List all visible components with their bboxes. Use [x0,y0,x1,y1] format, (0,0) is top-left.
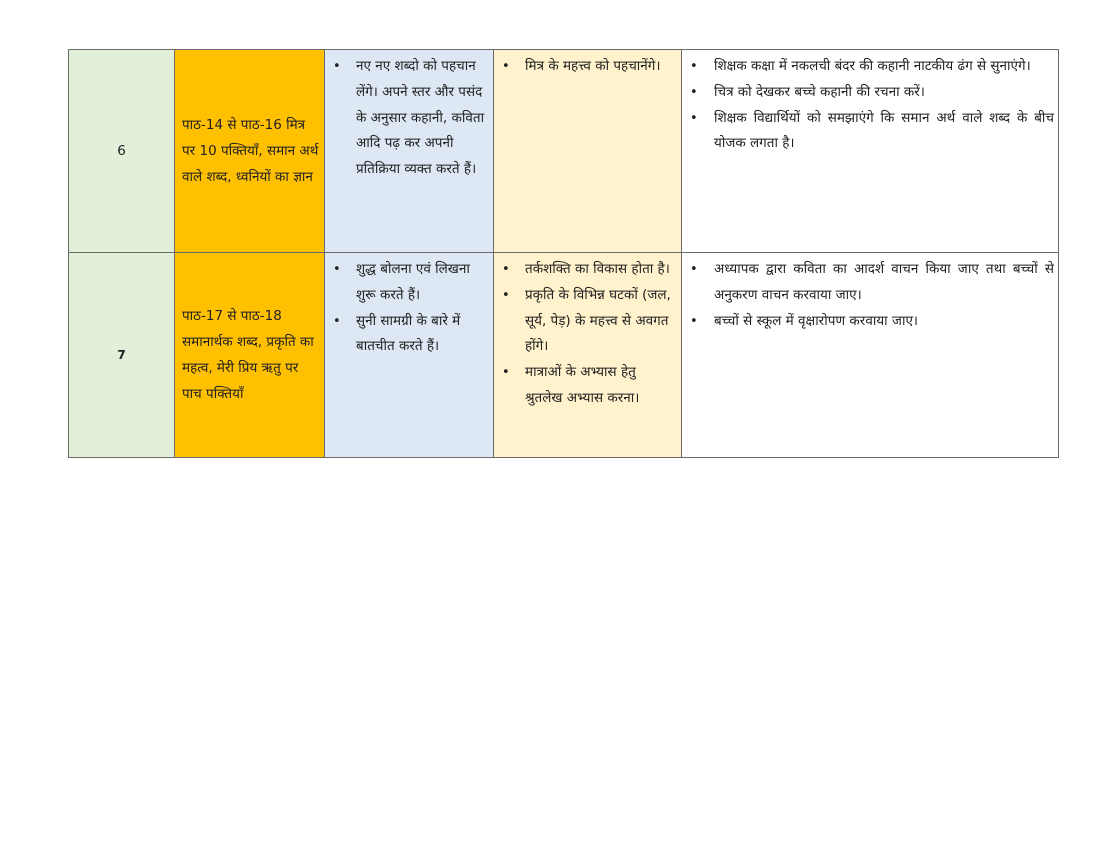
lesson-topic-cell: पाठ-17 से पाठ-18 समानार्थक शब्द, प्रकृति का महत्व, मेरी प्रिय ऋतु पर पाच पक्तियाँ [175,253,325,458]
table-row [69,50,1059,253]
week-number-cell: 6 [69,50,175,253]
outcomes-cell [494,253,682,458]
lesson-plan-table [68,49,1059,458]
list-item: • मात्राओं के अभ्यास हेतु श्रुतलेख अभ्यास करना। [498,360,677,412]
activities-cell [682,50,1059,253]
list-item: • नए नए शब्दो को पहचान लेंगे। अपने स्तर और पसंद के अनुसार कहानी, कविता आदि पढ़ कर अपनी प्रतिक्रिया व्यक्त करते हैं। [329,54,489,183]
list-item: • शिक्षक कक्षा में नकलची बंदर की कहानी नाटकीय ढंग से सुनाएंगे। [686,54,1054,80]
list-item: • बच्चों से स्कूल में वृक्षारोपण करवाया जाए। [686,309,1054,335]
activities-cell [682,253,1059,458]
list-item: • तर्कशक्ति का विकास होता है। [498,257,677,283]
list-item: • प्रकृति के विभिन्न घटकों (जल, सूर्य, पेड़) के महत्त्व से अवगत होंगे। [498,283,677,360]
list-item: • शुद्ध बोलना एवं लिखना शुरू करते हैं। [329,257,489,309]
lesson-topic-cell: पाठ-14 से पाठ-16 मित्र पर 10 पक्तियाँ, समान अर्थ वाले शब्द, ध्वनियों का ज्ञान [175,50,325,253]
skills-cell [325,50,494,253]
skills-cell [325,253,494,458]
list-item: • मित्र के महत्त्व को पहचानेंगे। [498,54,677,80]
list-item: • अध्यापक द्वारा कविता का आदर्श वाचन किया जाए तथा बच्चों से अनुकरण वाचन करवाया जाए। [686,257,1054,309]
list-item: • सुनी सामग्री के बारे में बातचीत करते हैं। [329,309,489,361]
table-row [69,253,1059,458]
list-item: • चित्र को देखकर बच्चे कहानी की रचना करें। [686,80,1054,106]
outcomes-cell [494,50,682,253]
list-item: • शिक्षक विद्यार्थियों को समझाएंगे कि समान अर्थ वाले शब्द के बीच योजक लगता है। [686,106,1054,158]
week-number-cell: 7 [69,253,175,458]
